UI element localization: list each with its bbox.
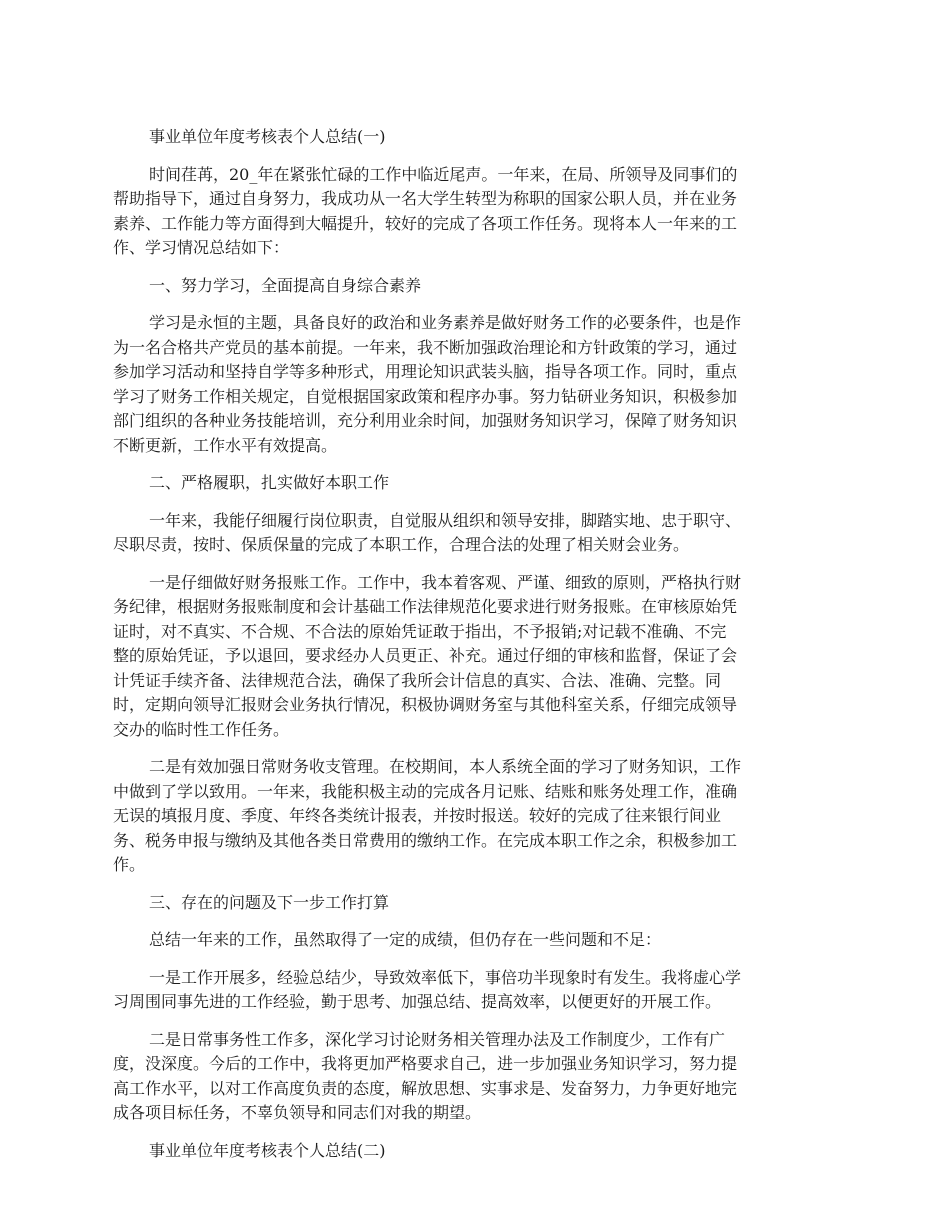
text-line: 务纪律，根据财务报账制度和会计基础工作法律规范化要求进行财务报账。在审核原始凭 <box>113 597 738 616</box>
text-line: 中做到了学以致用。一年来，我能积极主动的完成各月记账、结账和账务处理工作，准确 <box>113 781 738 801</box>
text-line: 学习了财务工作相关规定，自觉根据国家政策和程序办事。努力钻研业务知识，积极参加 <box>113 386 738 406</box>
paragraph-duty <box>113 509 838 558</box>
text-line: 时，定期向领导汇报财会业务执行情况，积极协调财务室与其他科室关系，仔细完成领导 <box>113 695 738 714</box>
text-line: 时间荏苒，20_年在紧张忙碌的工作中临近尾声。一年来，在局、所领导及同事们的 <box>149 164 738 184</box>
text-line: 学习是永恒的主题，具备良好的政治和业务素养是做好财务工作的必要条件，也是作 <box>149 313 742 332</box>
text-line: 一是仔细做好财务报账工作。工作中，我本着客观、严谨、细致的原则，严格执行财 <box>149 572 742 592</box>
text-line: 尽职尽责，按时、保质保量的完成了本职工作，合理合法的处理了相关财会业务。 <box>113 535 690 554</box>
text-line: 一年来，我能仔细履行岗位职责，自觉服从组织和领导安排，脚踏实地、忠于职守、 <box>149 510 742 530</box>
text-line: 成各项目标任务，不辜负领导和同志们对我的期望。 <box>113 1103 482 1122</box>
text-line: 无误的填报月度、季度、年终各类统计报表，并按时报送。较好的完成了往来银行间业 <box>113 806 722 825</box>
paragraph-reimbursement <box>113 571 838 743</box>
text-line: 度，没深度。今后的工作中，我将更加严格要求自己，进一步加强业务知识学习，努力提 <box>113 1054 738 1073</box>
text-line: 帮助指导下，通过自身努力，我成功从一名大学生转型为称职的国家公职人员，并在业务 <box>113 189 738 208</box>
text-line: 高工作水平，以对工作高度负责的态度，解放思想、实事求是、发奋努力，力争更好地完 <box>113 1078 738 1098</box>
text-line: 交办的临时性工作任务。 <box>113 719 290 739</box>
section-heading-1: 一、努力学习，全面提高自身综合素养 <box>149 275 422 295</box>
text-line: 证时，对不真实、不合规、不合法的原始凭证敢于指出，不予报销;对记载不准确、不完 <box>113 621 727 641</box>
paragraph-management <box>113 755 838 878</box>
text-line: 参加学习活动和坚持自学等多种形式，用理论知识武装头脑，指导各项工作。同时，重点 <box>113 362 738 381</box>
text-line: 作、学习情况总结如下： <box>113 238 290 257</box>
text-line: 务、税务申报与缴纳及其他各类日常费用的缴纳工作。在完成本职工作之余，积极参加工 <box>113 830 738 850</box>
document-page <box>113 125 838 1176</box>
text-line: 计凭证手续齐备、法律规范合法，确保了我所会计信息的真实、合法、准确、完整。同 <box>113 670 722 690</box>
text-line: 作。 <box>113 855 146 874</box>
text-line: 素养、工作能力等方面得到大幅提升，较好的完成了各项工作任务。现将本人一年来的工 <box>113 213 738 233</box>
section-heading-3: 三、存在的问题及下一步工作打算 <box>149 892 390 912</box>
document-title-1: 事业单位年度考核表个人总结(一) <box>149 127 386 146</box>
section-heading-2: 二、严格履职，扎实做好本职工作 <box>149 473 390 492</box>
text-line: 习周围同事先进的工作经验，勤于思考、加强总结、提高效率，以便更好的开展工作。 <box>113 992 722 1011</box>
paragraph-intro <box>113 163 838 261</box>
text-line: 部门组织的各种业务技能培训，充分利用业余时间，加强财务知识学习，保障了财务知识 <box>113 411 738 430</box>
text-line: 不断更新，工作水平有效提高。 <box>113 435 338 455</box>
text-line: 整的原始凭证，予以退回，要求经办人员更正、补充。通过仔细的审核和监督，保证了会 <box>113 646 738 665</box>
paragraph-problem-1 <box>113 966 838 1015</box>
text-line: 总结一年来的工作，虽然取得了一定的成绩，但仍存在一些问题和不足： <box>149 930 662 949</box>
paragraph-summary <box>113 928 838 953</box>
text-line: 一是工作开展多，经验总结少，导致效率低下，事倍功半现象时有发生。我将虚心学 <box>149 967 742 987</box>
paragraph-study <box>113 311 838 458</box>
document-title-2: 事业单位年度考核表个人总结(二) <box>149 1140 386 1160</box>
text-line: 二是日常事务性工作多，深化学习讨论财务相关管理办法及工作制度少，工作有广 <box>149 1029 726 1049</box>
text-line: 为一名合格共产党员的基本前提。一年来，我不断加强政治理论和方针政策的学习，通过 <box>113 337 738 357</box>
paragraph-problem-2 <box>113 1028 838 1126</box>
text-line: 二是有效加强日常财务收支管理。在校期间，本人系统全面的学习了财务知识，工作 <box>149 757 742 776</box>
